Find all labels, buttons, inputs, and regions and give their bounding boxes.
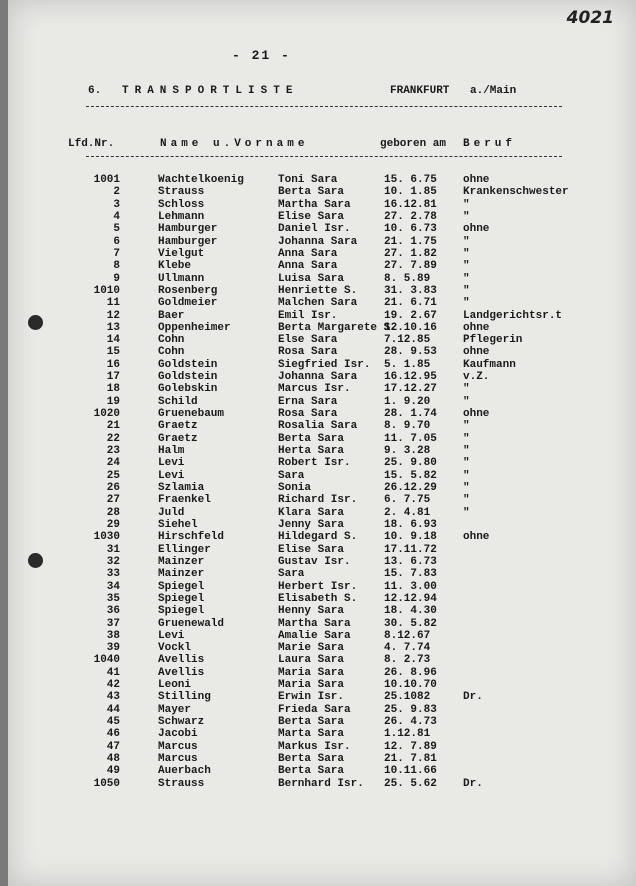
entry-first-name: Bernhard Isr. bbox=[278, 777, 364, 790]
entry-surname: Gruenebaum bbox=[158, 408, 225, 421]
entry-surname: Mainzer bbox=[158, 568, 205, 581]
entry-first-name: Daniel Isr. bbox=[278, 223, 351, 236]
entry-surname: Marcus bbox=[158, 740, 198, 753]
entry-first-name: Elise Sara bbox=[278, 210, 345, 223]
entry-first-name: Klara Sara bbox=[278, 506, 345, 519]
entry-occupation: " bbox=[463, 235, 470, 248]
entry-occupation: Landgerichtsr.t bbox=[463, 309, 563, 322]
entry-number: 1050 bbox=[93, 777, 120, 790]
entry-birth-date: 10.11.66 bbox=[384, 765, 437, 778]
entry-birth-date: 25. 9.80 bbox=[384, 457, 437, 470]
entry-occupation: " bbox=[463, 432, 470, 445]
entry-surname: Schwarz bbox=[158, 716, 205, 729]
entry-occupation: " bbox=[463, 494, 470, 507]
entry-surname: Baer bbox=[158, 309, 185, 322]
entry-occupation: " bbox=[463, 469, 470, 482]
entry-number: 25 bbox=[106, 469, 120, 482]
entry-number: 23 bbox=[106, 445, 120, 458]
entry-birth-date: 15. 6.75 bbox=[384, 174, 437, 186]
entry-occupation: " bbox=[463, 272, 470, 285]
entry-occupation: " bbox=[463, 506, 470, 519]
entry-surname: Avellis bbox=[158, 654, 205, 667]
entry-birth-date: 12.12.94 bbox=[384, 592, 437, 605]
entry-number: 43 bbox=[106, 691, 120, 704]
entry-surname: Auerbach bbox=[158, 765, 211, 778]
entry-occupation: " bbox=[463, 198, 470, 211]
entry-occupation: " bbox=[463, 247, 470, 260]
entry-surname: Strauss bbox=[158, 186, 205, 199]
document-page bbox=[8, 0, 636, 886]
entry-surname: Levi bbox=[158, 469, 185, 482]
entry-occupation: v.Z. bbox=[463, 371, 490, 384]
entry-first-name: Siegfried Isr. bbox=[278, 358, 371, 371]
entry-surname: Mayer bbox=[158, 703, 192, 716]
entry-first-name: Rosa Sara bbox=[278, 408, 338, 421]
entry-first-name: Laura Sara bbox=[278, 654, 345, 667]
entry-occupation: " bbox=[463, 482, 470, 494]
entry-first-name: Berta Sara bbox=[278, 186, 345, 199]
entry-surname: Ullmann bbox=[158, 272, 205, 285]
entry-surname: Rosenberg bbox=[158, 284, 218, 297]
entry-first-name: Malchen Sara bbox=[278, 297, 358, 310]
entry-surname: Siehel bbox=[158, 518, 198, 531]
entry-number: 42 bbox=[106, 679, 120, 692]
entry-surname: Marcus bbox=[158, 753, 198, 766]
entry-surname: Levi bbox=[158, 457, 185, 470]
entry-first-name: Johanna Sara bbox=[278, 235, 358, 248]
entry-number: 35 bbox=[106, 592, 120, 605]
punch-hole bbox=[28, 315, 43, 330]
entry-first-name: Robert Isr. bbox=[278, 457, 351, 470]
entry-number: 9 bbox=[113, 272, 120, 285]
entry-number: 37 bbox=[106, 617, 120, 630]
entry-number: 18 bbox=[106, 383, 120, 396]
entry-first-name: Erwin Isr. bbox=[278, 691, 345, 704]
entry-surname: Graetz bbox=[158, 432, 198, 445]
entry-first-name: Berta Sara bbox=[278, 432, 345, 445]
entry-first-name: Gustav Isr. bbox=[278, 555, 351, 568]
entry-occupation: Kaufmann bbox=[463, 358, 516, 371]
entry-occupation: " bbox=[463, 445, 470, 458]
entry-birth-date: 27. 2.78 bbox=[384, 210, 437, 223]
entry-number: 6 bbox=[113, 235, 120, 248]
entry-surname: Levi bbox=[158, 629, 185, 642]
entry-surname: Golebskin bbox=[158, 383, 218, 396]
entry-number: 1010 bbox=[93, 284, 120, 297]
entry-birth-date: 4. 7.74 bbox=[384, 642, 431, 655]
entry-number: 1040 bbox=[93, 654, 120, 667]
entry-number: 48 bbox=[106, 753, 120, 766]
entry-birth-date: 26. 4.73 bbox=[384, 716, 437, 729]
entry-surname: Lehmann bbox=[158, 210, 205, 223]
entry-birth-date: 9. 3.28 bbox=[384, 445, 431, 458]
entry-birth-date: 18. 6.93 bbox=[384, 518, 437, 531]
entry-occupation: ohne bbox=[463, 321, 490, 334]
entry-number: 45 bbox=[106, 716, 120, 729]
entry-number: 32 bbox=[106, 555, 120, 568]
divider-header bbox=[86, 156, 562, 157]
entry-number: 11 bbox=[106, 297, 120, 310]
entry-surname: Spiegel bbox=[158, 605, 205, 618]
entry-surname: Goldstein bbox=[158, 358, 218, 371]
entry-occupation: ohne bbox=[463, 174, 490, 186]
entry-first-name: Frieda Sara bbox=[278, 703, 351, 716]
entry-occupation: ohne bbox=[463, 408, 490, 421]
entry-birth-date: 30. 5.82 bbox=[384, 617, 437, 630]
entry-birth-date: 1.12.81 bbox=[384, 728, 431, 741]
entry-number: 46 bbox=[106, 728, 120, 741]
entry-birth-date: 19. 2.67 bbox=[384, 309, 437, 322]
entry-first-name: Maria Sara bbox=[278, 666, 345, 679]
entry-first-name: Emil Isr. bbox=[278, 309, 338, 322]
page-number: - 21 - bbox=[232, 48, 291, 63]
entry-birth-date: 16.12.81 bbox=[384, 198, 437, 211]
entry-first-name: Martha Sara bbox=[278, 617, 351, 630]
entry-first-name: Rosa Sara bbox=[278, 346, 338, 359]
entry-first-name: Sonia bbox=[278, 482, 312, 494]
entry-birth-date: 28. 1.74 bbox=[384, 408, 437, 421]
entry-birth-date: 18. 4.30 bbox=[384, 605, 437, 618]
entry-surname: Fraenkel bbox=[158, 494, 211, 507]
entry-birth-date: 10. 1.85 bbox=[384, 186, 437, 199]
entry-number: 13 bbox=[106, 321, 120, 334]
entry-surname: Juld bbox=[158, 506, 185, 519]
entry-first-name: Richard Isr. bbox=[278, 494, 358, 507]
entry-birth-date: 8.12.67 bbox=[384, 629, 431, 642]
entry-birth-date: 10. 9.18 bbox=[384, 531, 437, 544]
entry-number: 16 bbox=[106, 358, 120, 371]
entry-birth-date: 26. 8.96 bbox=[384, 666, 437, 679]
entry-first-name: Sara bbox=[278, 568, 305, 581]
entry-occupation: ohne bbox=[463, 346, 490, 359]
entry-birth-date: 17.12.27 bbox=[384, 383, 437, 396]
entry-first-name: Sara bbox=[278, 469, 305, 482]
column-header-beruf: Beruf bbox=[463, 138, 517, 150]
entry-first-name: Martha Sara bbox=[278, 198, 351, 211]
entry-surname: Jacobi bbox=[158, 728, 198, 741]
entry-occupation: " bbox=[463, 420, 470, 433]
entry-occupation: " bbox=[463, 457, 470, 470]
entry-birth-date: 15. 7.83 bbox=[384, 568, 437, 581]
entry-first-name: Marta Sara bbox=[278, 728, 345, 741]
entry-surname: Schild bbox=[158, 395, 198, 408]
entry-first-name: Elisabeth S. bbox=[278, 592, 358, 605]
entry-occupation: Dr. bbox=[463, 691, 483, 704]
entry-surname: Spiegel bbox=[158, 592, 205, 605]
entry-occupation: ohne bbox=[463, 531, 490, 544]
entry-birth-date: 27. 7.89 bbox=[384, 260, 437, 273]
entry-number: 39 bbox=[106, 642, 120, 655]
entry-number: 22 bbox=[106, 432, 120, 445]
entry-first-name: Berta Sara bbox=[278, 716, 345, 729]
entry-surname: Mainzer bbox=[158, 555, 205, 568]
entry-first-name: Amalie Sara bbox=[278, 629, 351, 642]
entry-birth-date: 10.10.70 bbox=[384, 679, 437, 692]
list-number: 6. bbox=[88, 85, 102, 97]
entry-surname: Graetz bbox=[158, 420, 198, 433]
entry-first-name: Elise Sara bbox=[278, 543, 345, 556]
entry-surname: Hamburger bbox=[158, 235, 218, 248]
entry-number: 36 bbox=[106, 605, 120, 618]
entry-occupation: " bbox=[463, 395, 470, 408]
column-header-lfd-nr: Lfd.Nr. bbox=[68, 138, 115, 150]
entry-occupation: " bbox=[463, 297, 470, 310]
entry-birth-date: 15. 5.82 bbox=[384, 469, 437, 482]
entry-number: 34 bbox=[106, 580, 120, 593]
entry-occupation: " bbox=[463, 284, 470, 297]
entry-number: 21 bbox=[106, 420, 120, 433]
entry-surname: Klebe bbox=[158, 260, 192, 273]
entry-occupation: Pflegerin bbox=[463, 334, 523, 347]
entry-surname: Strauss bbox=[158, 777, 205, 790]
entry-surname: Goldmeier bbox=[158, 297, 218, 310]
entry-occupation: Krankenschwester bbox=[463, 186, 569, 199]
entry-number: 49 bbox=[106, 765, 120, 778]
entry-birth-date: 8. 9.70 bbox=[384, 420, 431, 433]
city-name: FRANKFURT bbox=[390, 85, 450, 97]
entry-occupation: ohne bbox=[463, 223, 490, 236]
entry-surname: Gruenewald bbox=[158, 617, 225, 630]
entry-birth-date: 21. 7.81 bbox=[384, 753, 437, 766]
entry-first-name: Herbert Isr. bbox=[278, 580, 358, 593]
entry-first-name: Erna Sara bbox=[278, 395, 338, 408]
entry-birth-date: 11. 3.00 bbox=[384, 580, 437, 593]
entry-birth-date: 8. 2.73 bbox=[384, 654, 431, 667]
entry-number: 7 bbox=[113, 247, 120, 260]
entry-number: 41 bbox=[106, 666, 120, 679]
entry-surname: Halm bbox=[158, 445, 185, 458]
entry-birth-date: 25. 9.83 bbox=[384, 703, 437, 716]
entry-surname: Oppenheimer bbox=[158, 321, 231, 334]
entry-number: 5 bbox=[113, 223, 120, 236]
entry-occupation: " bbox=[463, 210, 470, 223]
entry-birth-date: 25.1082 bbox=[384, 691, 431, 704]
entry-number: 38 bbox=[106, 629, 120, 642]
entry-surname: Ellinger bbox=[158, 543, 211, 556]
entry-birth-date: 21. 6.71 bbox=[384, 297, 437, 310]
entry-first-name: Maria Sara bbox=[278, 679, 345, 692]
entry-first-name: Marie Sara bbox=[278, 642, 345, 655]
entry-surname: Wachtelkoenig bbox=[158, 174, 244, 186]
entry-birth-date: 11. 7.05 bbox=[384, 432, 437, 445]
entry-surname: Vielgut bbox=[158, 247, 205, 260]
entry-number: 47 bbox=[106, 740, 120, 753]
entry-first-name: Hildegard S. bbox=[278, 531, 358, 544]
entry-number: 44 bbox=[106, 703, 120, 716]
entry-birth-date: 17.11.72 bbox=[384, 543, 437, 556]
entry-surname: Szlamia bbox=[158, 482, 205, 494]
entry-number: 12 bbox=[106, 309, 120, 322]
entry-surname: Schloss bbox=[158, 198, 205, 211]
entry-birth-date: 27. 1.82 bbox=[384, 247, 437, 260]
handwritten-page-note: 4021 bbox=[566, 8, 614, 28]
entry-number: 8 bbox=[113, 260, 120, 273]
entry-first-name: Berta Sara bbox=[278, 765, 345, 778]
divider-top bbox=[86, 106, 562, 107]
entry-birth-date: 2. 4.81 bbox=[384, 506, 431, 519]
entry-occupation: " bbox=[463, 383, 470, 396]
entry-birth-date: 12. 7.89 bbox=[384, 740, 437, 753]
entry-number: 33 bbox=[106, 568, 120, 581]
entry-birth-date: 16.12.95 bbox=[384, 371, 437, 384]
entry-first-name: Anna Sara bbox=[278, 260, 338, 273]
entry-surname: Cohn bbox=[158, 334, 185, 347]
entry-birth-date: 1. 9.20 bbox=[384, 395, 431, 408]
entry-surname: Vockl bbox=[158, 642, 192, 655]
entry-first-name: Henriette S. bbox=[278, 284, 358, 297]
entry-first-name: Henny Sara bbox=[278, 605, 345, 618]
entry-surname: Hirschfeld bbox=[158, 531, 225, 544]
entry-surname: Avellis bbox=[158, 666, 205, 679]
entry-first-name: Berta Sara bbox=[278, 753, 345, 766]
entry-birth-date: 7.12.85 bbox=[384, 334, 431, 347]
entry-birth-date: 10. 6.73 bbox=[384, 223, 437, 236]
entry-surname: Hamburger bbox=[158, 223, 218, 236]
entry-number: 3 bbox=[113, 198, 120, 211]
entry-number: 1001 bbox=[93, 174, 120, 186]
entry-first-name: Berta Margarete S. bbox=[278, 321, 397, 334]
entry-number: 26 bbox=[106, 482, 120, 494]
entry-number: 4 bbox=[113, 210, 120, 223]
entry-number: 15 bbox=[106, 346, 120, 359]
column-header-geboren: geboren am bbox=[380, 138, 447, 150]
entry-birth-date: 26.12.29 bbox=[384, 482, 437, 494]
entry-number: 2 bbox=[113, 186, 120, 199]
entry-number: 31 bbox=[106, 543, 120, 556]
entry-number: 14 bbox=[106, 334, 120, 347]
entry-birth-date: 31. 3.83 bbox=[384, 284, 437, 297]
entry-first-name: Luisa Sara bbox=[278, 272, 345, 285]
entry-surname: Spiegel bbox=[158, 580, 205, 593]
entry-number: 1030 bbox=[93, 531, 120, 544]
document-title: TRANSPORTLISTE bbox=[122, 85, 299, 97]
entry-birth-date: 28. 9.53 bbox=[384, 346, 437, 359]
entry-number: 29 bbox=[106, 518, 120, 531]
entry-first-name: Markus Isr. bbox=[278, 740, 351, 753]
entry-surname: Leoni bbox=[158, 679, 192, 692]
city-suffix: a./Main bbox=[470, 85, 517, 97]
entry-birth-date: 6. 7.75 bbox=[384, 494, 431, 507]
entry-birth-date: 13. 6.73 bbox=[384, 555, 437, 568]
entry-birth-date: 12.10.16 bbox=[384, 321, 437, 334]
entry-birth-date: 25. 5.62 bbox=[384, 777, 437, 790]
entry-occupation: Dr. bbox=[463, 777, 483, 790]
entry-number: 24 bbox=[106, 457, 120, 470]
punch-hole bbox=[28, 553, 43, 568]
entry-birth-date: 5. 1.85 bbox=[384, 358, 431, 371]
column-header-name: Name u.Vorname bbox=[160, 138, 309, 150]
entry-birth-date: 8. 5.89 bbox=[384, 272, 431, 285]
entry-number: 28 bbox=[106, 506, 120, 519]
entry-surname: Cohn bbox=[158, 346, 185, 359]
entry-first-name: Toni Sara bbox=[278, 174, 338, 186]
entry-first-name: Herta Sara bbox=[278, 445, 345, 458]
entry-surname: Stilling bbox=[158, 691, 211, 704]
entry-first-name: Else Sara bbox=[278, 334, 338, 347]
entry-first-name: Jenny Sara bbox=[278, 518, 345, 531]
entry-number: 1020 bbox=[93, 408, 120, 421]
entry-occupation: " bbox=[463, 260, 470, 273]
entry-surname: Goldstein bbox=[158, 371, 218, 384]
entry-first-name: Marcus Isr. bbox=[278, 383, 351, 396]
entry-birth-date: 21. 1.75 bbox=[384, 235, 437, 248]
entry-number: 19 bbox=[106, 395, 120, 408]
entry-first-name: Rosalia Sara bbox=[278, 420, 358, 433]
entry-first-name: Johanna Sara bbox=[278, 371, 358, 384]
entry-first-name: Anna Sara bbox=[278, 247, 338, 260]
entry-number: 27 bbox=[106, 494, 120, 507]
entry-number: 17 bbox=[106, 371, 120, 384]
